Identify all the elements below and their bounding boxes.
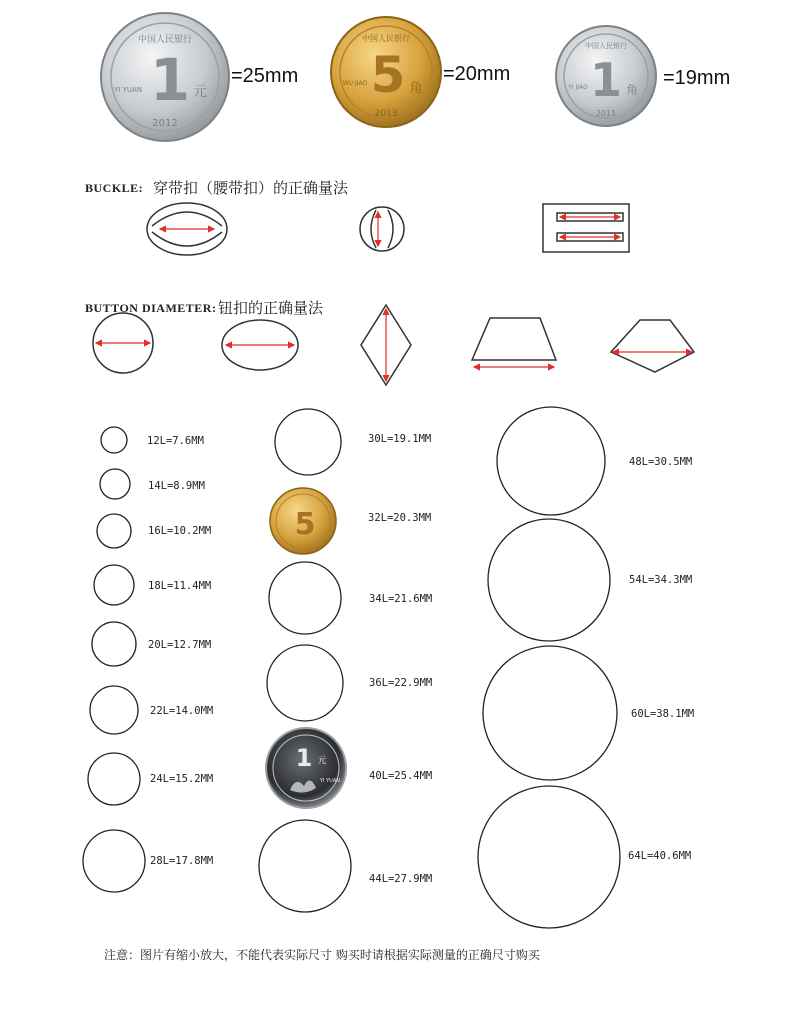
button-size-circle — [497, 407, 605, 515]
coin-3-numeral: 1 — [589, 53, 623, 107]
coin-2-rim-text: 中国人民银行 — [362, 34, 410, 43]
button-size-circle — [488, 519, 610, 641]
size-label: 24L=15.2MM — [150, 773, 214, 785]
coin-1-numeral: 1 — [149, 46, 191, 114]
coin-3-year: 2011 — [595, 109, 617, 118]
coin-2-year: 2013 — [374, 109, 398, 119]
button-size-circle — [269, 562, 341, 634]
button-size-circle — [94, 565, 134, 605]
size-label: 22L=14.0MM — [150, 705, 214, 717]
size-column-2 — [259, 409, 351, 912]
coin-2-unit: 角 — [409, 81, 423, 96]
buckle-rect-diagram — [543, 204, 629, 252]
coin-3-rim-text: 中国人民银行 — [585, 42, 627, 50]
size-label: 64L=40.6MM — [628, 850, 692, 862]
button-title-en: BUTTON DIAMETER: — [85, 301, 217, 315]
dark-coin-unit: 元 — [317, 756, 327, 766]
button-size-circle — [478, 786, 620, 928]
size-label: 60L=38.1MM — [631, 708, 695, 720]
coin-1-latin: YI YUAN — [114, 86, 142, 94]
coin-1-unit: 元 — [193, 84, 207, 100]
button-size-circle — [90, 686, 138, 734]
coin-3-unit: 角 — [625, 83, 639, 97]
button-hexagon-diagram — [611, 320, 694, 372]
size-label: 14L=8.9MM — [148, 480, 205, 492]
size-label: 16L=10.2MM — [148, 525, 212, 537]
size-label: 18L=11.4MM — [148, 580, 212, 592]
coin-3-latin: YI JIAO — [568, 84, 588, 91]
button-size-circle — [259, 820, 351, 912]
buckle-title-cn: 穿带扣（腰带扣）的正确量法 — [153, 179, 349, 197]
size-label: 36L=22.9MM — [369, 677, 433, 689]
buckle-title-en: BUCKLE: — [85, 181, 144, 195]
footer-note: 注意：图片有缩小放大，不能代表实际尺寸 购买时请根据实际测量的正确尺寸购买 — [104, 948, 540, 962]
buckle-oval-diagram — [147, 203, 227, 255]
button-trapezoid-diagram — [472, 318, 556, 367]
coin-1-size-label: =25mm — [231, 65, 299, 87]
coin-5-jiao-small — [270, 488, 336, 554]
button-title-cn: 钮扣的正确量法 — [218, 299, 324, 317]
coin-2-size-label: =20mm — [443, 63, 511, 85]
coin-3-size-label: =19mm — [663, 67, 731, 89]
size-label: 54L=34.3MM — [629, 574, 693, 586]
coin-1-rim-text: 中国人民银行 — [137, 35, 193, 45]
size-label: 20L=12.7MM — [148, 639, 212, 651]
size-label: 30L=19.1MM — [368, 433, 432, 445]
coin-1-year: 2012 — [152, 118, 178, 129]
size-label: 28L=17.8MM — [150, 855, 214, 867]
size-label: 12L=7.6MM — [147, 435, 204, 447]
size-column-3 — [478, 407, 620, 928]
button-size-circle — [483, 646, 617, 780]
coin-2-numeral: 5 — [370, 46, 406, 104]
dark-coin-numeral: 1 — [295, 744, 313, 772]
button-size-circle — [83, 830, 145, 892]
size-label: 44L=27.9MM — [369, 873, 433, 885]
button-oval-diagram — [222, 320, 298, 370]
size-label: 32L=20.3MM — [368, 512, 432, 524]
button-size-circle — [88, 753, 140, 805]
button-size-circle — [101, 427, 127, 453]
size-label: 48L=30.5MM — [629, 456, 693, 468]
button-size-circle — [275, 409, 341, 475]
size-label: 34L=21.6MM — [369, 593, 433, 605]
button-diamond-diagram — [361, 305, 411, 385]
button-size-circle — [92, 622, 136, 666]
dark-coin-latin: YI YUAN — [320, 778, 340, 784]
button-size-circle — [100, 469, 130, 499]
coin-2-latin: WU JIAO — [342, 80, 368, 87]
coin-1-yuan-dark — [266, 728, 346, 808]
button-circle-diagram — [93, 313, 153, 373]
button-size-circle — [267, 645, 343, 721]
small-coin-5-numeral: 5 — [294, 507, 316, 542]
size-column-1 — [83, 427, 145, 892]
size-label: 40L=25.4MM — [369, 770, 433, 782]
coin-5-jiao — [331, 17, 441, 127]
coin-1-yuan — [101, 13, 229, 141]
coin-1-jiao — [556, 26, 656, 126]
button-size-circle — [97, 514, 131, 548]
buckle-round-diagram — [360, 207, 404, 251]
